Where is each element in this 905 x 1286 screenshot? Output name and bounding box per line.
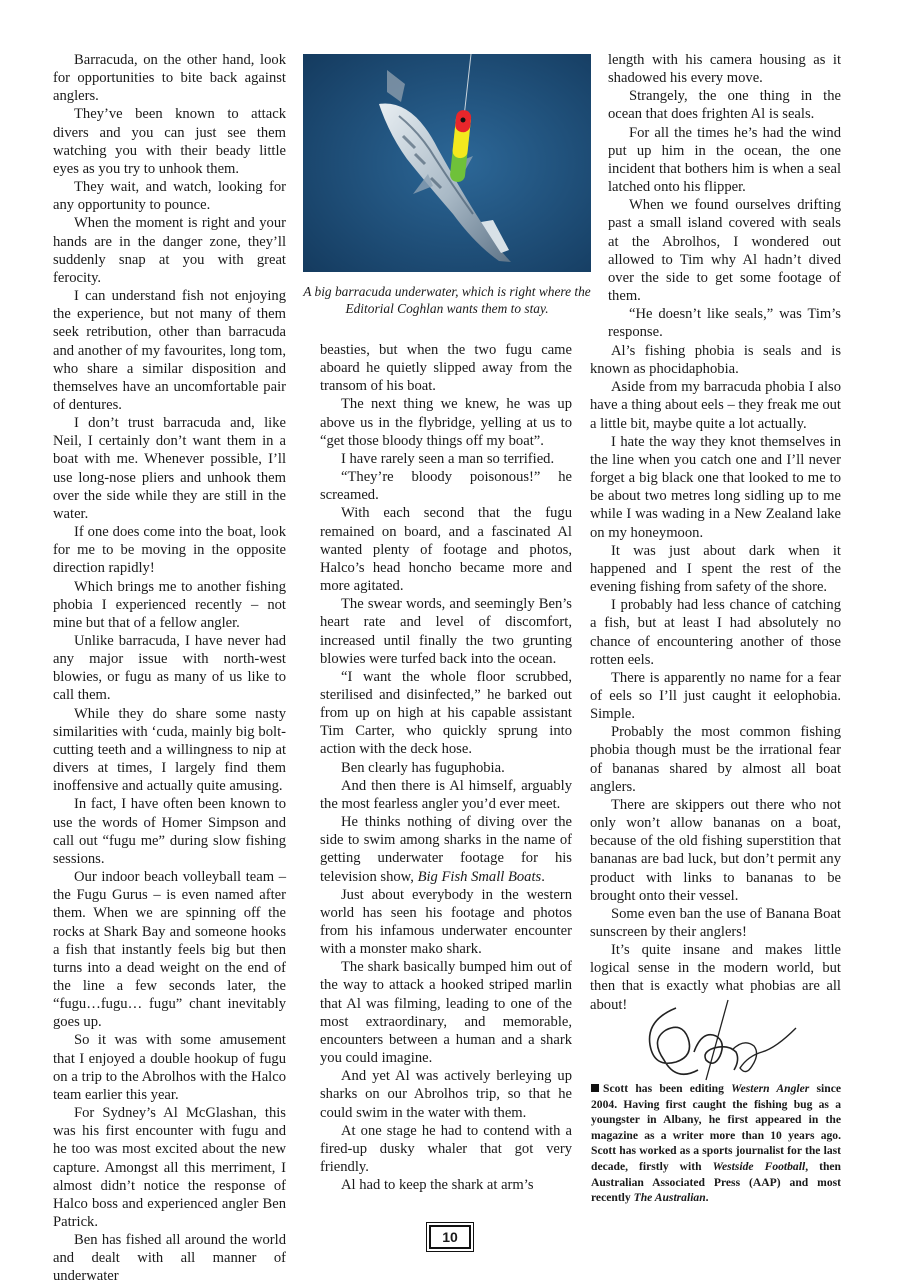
paragraph: I probably had less chance of catching a fish, but at least I had absolutely no chance of encountering another of those rotten eels. <box>590 597 841 668</box>
paragraph: When the moment is right and your hands are in the danger zone, they’ll suddenly snap at you with great ferocity. <box>53 215 286 286</box>
paragraph: I don’t trust barracuda and, like Neil, I certainly don’t want them in a boat with me. Whenever possible, I’ll use long-nose pliers and unhook them over the side while they are still in the water. <box>53 415 286 522</box>
paragraph: Just about everybody in the western world has seen his footage and photos from his infamous underwater encounter with a monster mako shark. <box>320 886 572 958</box>
paragraph: And then there is Al himself, arguably the most fearless angler you’d ever meet. <box>320 777 572 812</box>
paragraph: The next thing we knew, he was up above us in the flybridge, yelling at us to “get those bloody things off my boat”. <box>320 396 572 449</box>
paragraph: The swear words, and seemingly Ben’s heart rate and level of discomfort, increased until finally the two grunting blowies were turfed back into the ocean. <box>320 596 572 667</box>
paragraph: Probably the most common fishing phobia though must be the irrational fear of bananas shared by almost all boat anglers. <box>590 724 841 795</box>
paragraph: It’s quite insane and makes little logical sense in the modern world, but then that is exactly what phobias are all about! <box>590 942 841 1013</box>
bio-magazine-title: The Australian <box>633 1191 706 1205</box>
paragraph: Ben clearly has fuguphobia. <box>341 759 505 776</box>
paragraph: Barracuda, on the other hand, look for opportunities to bite back against anglers. <box>53 52 286 105</box>
article-column-3-top <box>608 51 841 342</box>
paragraph: And yet Al was actively berleying up sharks on our Abrolhos trip, so that he could swim in the water with them. <box>320 1068 572 1121</box>
paragraph: There is apparently no name for a fear of eels so I’ll just caught it eelophobia. Simple. <box>590 669 841 723</box>
bio-text: since 2004. Having first caught the fishing bug as a youngster in Albany, he first appeared in the magazine as a writer more than 10 years ago. Scott has worked as a sports journalist for the last decade, firstly with <box>591 1082 841 1173</box>
bullet-square-icon <box>591 1084 599 1092</box>
paragraph: So it was with some amusement that I enjoyed a double hookup of fugu on a trip to the Abrolhos with the Halco team earlier this year. <box>53 1032 286 1103</box>
paragraph: For all the times he’s had the wind put up him in the ocean, the one incident that bothers him is when a seal latched onto his flipper. <box>608 124 841 196</box>
paragraph: Al had to keep the shark at arm’s <box>341 1177 534 1194</box>
page-number: 10 <box>429 1225 471 1249</box>
paragraph: “He doesn’t like seals,” was Tim’s response. <box>608 306 841 341</box>
paragraph: When we found ourselves drifting past a small island covered with seals at the Abrolhos, I wondered out allowed to Tim why Al hadn’t dived over the side to get some footage of them. <box>608 197 841 305</box>
barracuda-photo <box>303 54 591 272</box>
paragraph: It was just about dark when it happened and I spent the rest of the evening fishing from safety of the shore. <box>590 542 841 596</box>
paragraph: Ben has fished all around the world and dealt with all manner of underwater <box>53 1232 286 1285</box>
article-column-2 <box>320 341 572 1194</box>
paragraph: I can understand fish not enjoying the experience, but not many of them seek retribution, other than barracuda and another of my favourites, long tom, who share a similar disposition and themselves have an uncomfortable pair of dentures. <box>53 288 286 413</box>
paragraph: Which brings me to another fishing phobia I experienced recently – not mine but that of a fellow angler. <box>53 578 286 631</box>
paragraph: Unlike barracuda, I have never had any major issue with north-west blowies, or fugu as many of us like to call them. <box>53 633 286 704</box>
bio-text: , then Australian Associated Press (AAP) and most recently <box>591 1159 841 1205</box>
tv-show-title: Big Fish Small Boats <box>417 868 542 885</box>
photo-caption: A big barracuda underwater, which is right where the Editorial Coghlan wants them to stay. <box>303 284 591 316</box>
paragraph: The shark basically bumped him out of the way to attack a hooked striped marlin that Al was filming, leading to one of the most extraordinary, and memorable, encounters between a human and a shark you could imagine. <box>320 959 572 1067</box>
paragraph-text: He thinks nothing of diving over the side to swim among sharks in the name of getting underwater footage for his television show, <box>320 814 572 885</box>
paragraph: length with his camera housing as it shadowed his every move. <box>608 52 841 87</box>
signature-scribble <box>636 990 806 1090</box>
paragraph: I hate the way they knot themselves in the line when you catch one and I’ll never forget a big black one that looked to me to be about two metres long sidling up to me while I was wading in a New Zealand lake on my honeymoon. <box>590 433 841 541</box>
bio-text: . <box>705 1191 709 1205</box>
paragraph: I have rarely seen a man so terrified. <box>341 450 555 467</box>
paragraph: While they do share some nasty similarities with ‘cuda, mainly big bolt-cutting teeth and a willingness to nip at divers at times, I largely find them inoffensive and actually quite amusing. <box>53 705 286 795</box>
paragraph: beasties, but when the two fugu came aboard he quietly slipped away from the transom of his boat. <box>320 342 572 395</box>
paragraph: For Sydney’s Al McGlashan, this was his first encounter with fugu and he too was most excited about the new capture. Amongst all this merriment, I almost didn’t notice the response of Halco boss and experienced angler Ben Patrick. <box>53 1105 286 1230</box>
article-column-1 <box>53 51 286 1286</box>
paragraph: Al’s fishing phobia is seals and is known as phocidaphobia. <box>590 343 841 378</box>
bio-text: Scott has been editing <box>603 1082 732 1095</box>
paragraph: At one stage he had to contend with a fired-up dusky whaler that got very friendly. <box>320 1122 572 1176</box>
article-column-3 <box>590 342 841 1014</box>
paragraph: In fact, I have often been known to use the words of Homer Simpson and call out “fugu me” during slow fishing sessions. <box>53 796 286 867</box>
bio-magazine-title: Westside Football <box>712 1159 806 1173</box>
author-bio <box>591 1081 841 1206</box>
bio-magazine-title: Western Angler <box>731 1082 810 1095</box>
paragraph: They’ve been known to attack divers and you can just see them watching you with their beady little eyes as you try to unhook them. <box>53 106 286 177</box>
paragraph: If one does come into the boat, look for me to be moving in the opposite direction rapidly! <box>53 524 286 577</box>
barracuda-image <box>303 54 591 272</box>
paragraph: Our indoor beach volleyball team – the Fugu Gurus – is even named after them. When we are spinning off the rocks at Shark Bay and someone hooks a fish that instantly feels big but then turns into a dead weight on the end of the line a few seconds later, the “fugu…fugu… fugu” chant inevitably goes up. <box>53 869 286 1031</box>
paragraph: They wait, and watch, looking for any opportunity to pounce. <box>53 179 286 214</box>
paragraph: Strangely, the one thing in the ocean that does frighten Al is seals. <box>608 88 841 123</box>
paragraph: He thinks nothing of diving over the side to swim among sharks in the name of getting underwater footage for his television show, Big Fish Small Boats. <box>320 814 572 885</box>
author-signature <box>636 990 806 1090</box>
paragraph: Aside from my barracuda phobia I also have a thing about eels – they freak me out a little bit, maybe quite a lot actually. <box>590 379 841 432</box>
paragraph: Some even ban the use of Banana Boat sunscreen by their anglers! <box>590 905 841 940</box>
paragraph: “I want the whole floor scrubbed, sterilised and disinfected,” he barked out from up on high at his capable assistant Tim Carter, who quickly sprung into action with the deck hose. <box>320 668 572 758</box>
paragraph: There are skippers out there who not only won’t allow bananas on a boat, because of the old fishing superstition that bananas are bad luck, but don’t permit any product with links to bananas to be brought onto their vessel. <box>590 796 841 904</box>
paragraph: With each second that the fugu remained on board, and a fascinated Al wanted plenty of footage and photos, Halco’s head honcho became more and more agitated. <box>320 505 572 595</box>
paragraph: “They’re bloody poisonous!” he screamed. <box>320 469 572 504</box>
